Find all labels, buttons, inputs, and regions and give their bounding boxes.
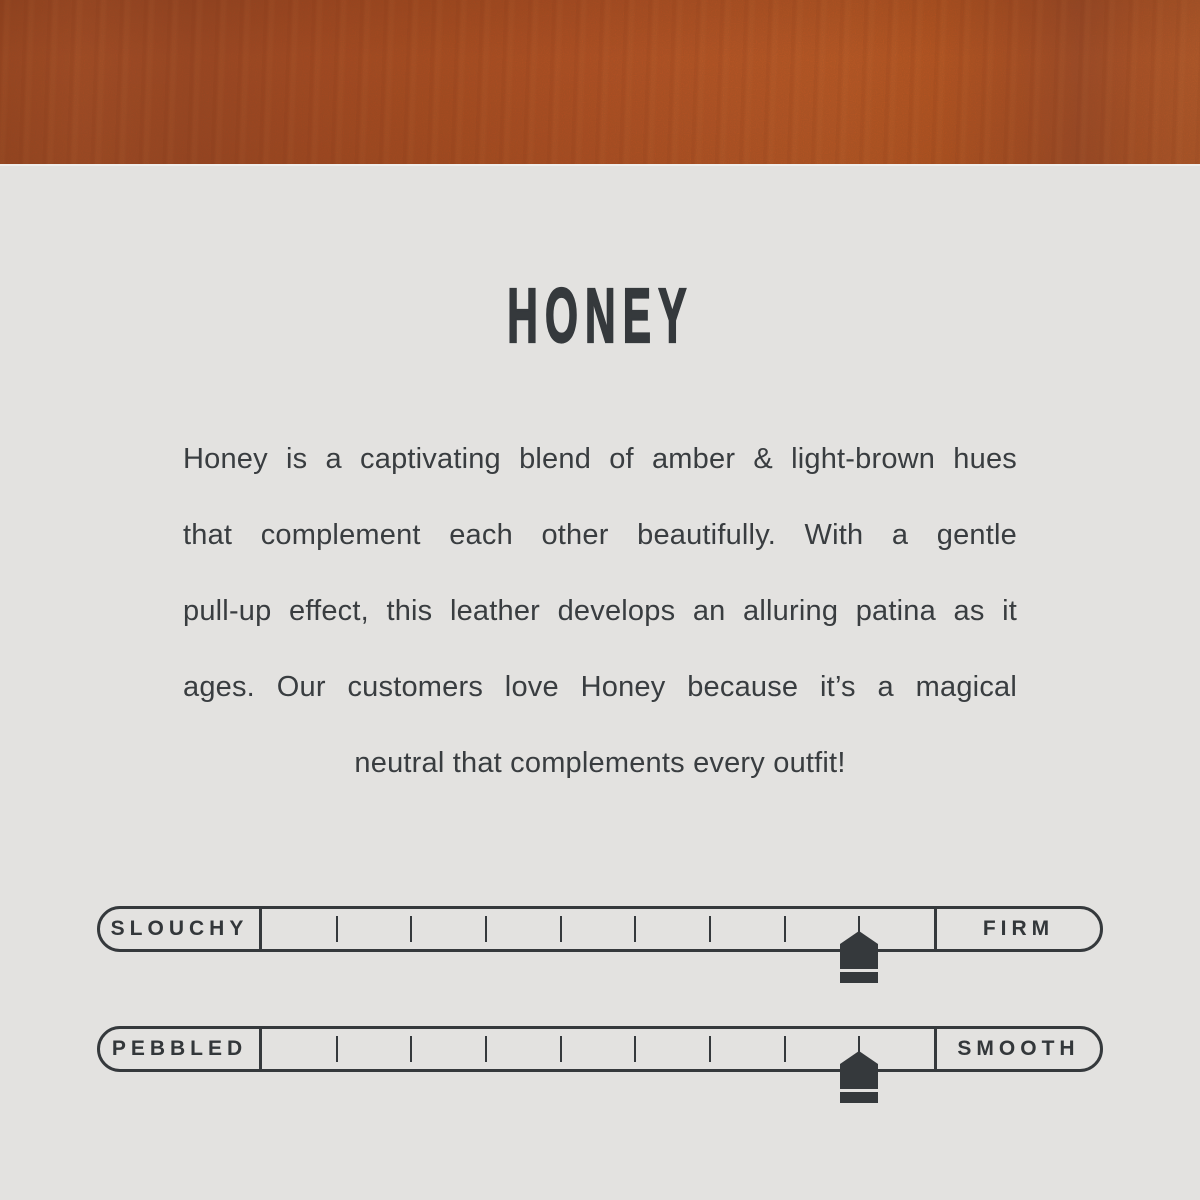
scale-track: [259, 1026, 937, 1072]
scale-label-pebbled: PEBBLED: [111, 1037, 248, 1060]
scale-tick: [560, 916, 562, 942]
scale-marker: [840, 1051, 878, 1103]
description-line: pull-up effect, this leather develops an alluring patina as it: [183, 595, 1017, 627]
scale-tick: [336, 1036, 338, 1062]
scale-marker: [840, 931, 878, 983]
scale-label-slouchy: SLOUCHY: [110, 917, 249, 940]
leather-grain-overlay: [0, 0, 1200, 164]
scale-tick: [709, 1036, 711, 1062]
scale-tick: [709, 916, 711, 942]
scale-track: [259, 906, 937, 952]
description-line: neutral that complements every outfit!: [354, 747, 846, 779]
description-line: Honey is a captivating blend of amber & light-brown hues: [183, 443, 1017, 475]
color-description: [183, 421, 1017, 801]
scale-tick: [336, 916, 338, 942]
scale-tick: [485, 916, 487, 942]
scale-label-smooth: SMOOTH: [957, 1037, 1080, 1060]
scale-tick: [784, 1036, 786, 1062]
scale-tick: [410, 916, 412, 942]
scale-tick: [634, 916, 636, 942]
scale-tick: [784, 916, 786, 942]
color-name-text: HONEY: [506, 273, 694, 359]
leather-swatch-image: [0, 0, 1200, 166]
scale-label-firm: FIRM: [982, 917, 1055, 940]
scale-tick: [634, 1036, 636, 1062]
description-line: that complement each other beautifully. With a gentle: [183, 519, 1017, 551]
scale-tick: [560, 1036, 562, 1062]
page-title: [0, 273, 1200, 366]
slouchy-firm-scale: [97, 906, 1103, 952]
pebbled-smooth-scale: [97, 1026, 1103, 1072]
description-line: ages. Our customers love Honey because it’s a magical: [183, 671, 1017, 703]
scale-tick: [410, 1036, 412, 1062]
scale-tick: [485, 1036, 487, 1062]
